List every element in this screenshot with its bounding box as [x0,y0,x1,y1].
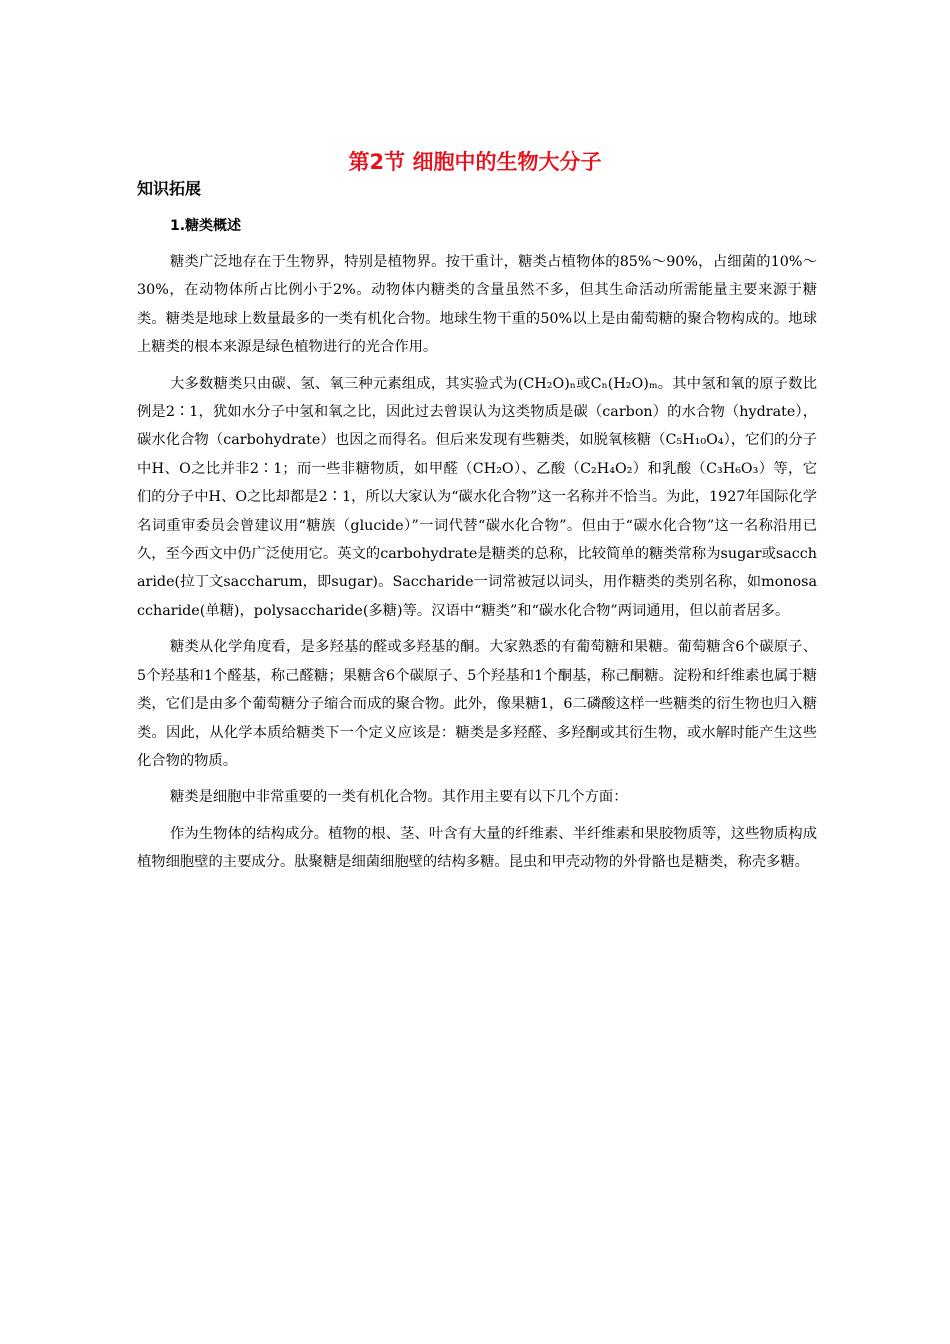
paragraph: 糖类是细胞中非常重要的一类有机化合物。其作用主要有以下几个方面： [170,789,628,806]
body-text [137,248,817,877]
sub-heading: 1.糖类概述 [170,218,242,234]
paragraph: 大多数糖类只由碳、氢、氧三种元素组成，其实验式为(CH₂O)ₙ或Cₙ(H₂O)ₘ。其中氢和氧的原子数比例是2∶1，犹如水分子中氢和氧之比，因此过去曾误认为这类物质是碳（carbon）的水合物（hydrate），碳水化合物（carbohydrate）也因之而得名。但后来发现有些糖类，如脱氧核糖（C₅H₁₀O₄），它们的分子中H、O之比并非2∶1；而一些非糖物质，如甲醛（CH₂O）、乙酸（C₂H₄O₂）和乳酸（C₃H₆O₃）等，它们的分子中H、O之比却都是2∶1，所以大家认为“碳水化合物”这一名称并不恰当。为此，1927年国际化学名词重审委员会曾建议用“糖族（glucide）”一词代替“碳水化合物”。但由于“碳水化合物”这一名称沿用已久，至今西文中仍广泛使用它。英文的carbohydrate是糖类的总称，比较简单的糖类常称为sugar或saccharide(拉丁文saccharum，即sugar)。Saccharide一词常被冠以词头，用作糖类的类别名称，如monosaccharide(单糖)，polysaccharide(多糖)等。汉语中“糖类”和“碳水化合物”两词通用，但以前者居多。 [137,375,817,619]
section-heading: 知识拓展 [137,179,202,198]
page-title: 第2节 细胞中的生物大分子 [348,150,602,174]
paragraph: 作为生物体的结构成分。植物的根、茎、叶含有大量的纤维素、半纤维素和果胶物质等，这些物质构成植物细胞壁的主要成分。肽聚糖是细菌细胞壁的结构多糖。昆虫和甲壳动物的外骨骼也是糖类，称壳多糖。 [137,825,817,871]
paragraph: 糖类从化学角度看，是多羟基的醛或多羟基的酮。大家熟悉的有葡萄糖和果糖。葡萄糖含6个碳原子、5个羟基和1个醛基，称己醛糖；果糖含6个碳原子、5个羟基和1个酮基，称己酮糖。淀粉和纤维素也属于糖类，它们是由多个葡萄糖分子缩合而成的聚合物。此外，像果糖1，6二磷酸这样一些糖类的衍生物也归入糖类。因此，从化学本质给糖类下一个定义应该是：糖类是多羟醛、多羟酮或其衍生物，或水解时能产生这些化合物的物质。 [137,639,817,769]
paragraph: 糖类广泛地存在于生物界，特别是植物界。按干重计，糖类占植物体的85%～90%，占细菌的10%～30%，在动物体所占比例小于2%。动物体内糖类的含量虽然不多，但其生命活动所需能量主要来源于糖类。糖类是地球上数量最多的一类有机化合物。地球生物干重的50%以上是由葡萄糖的聚合物构成的。地球上糖类的根本来源是绿色植物进行的光合作用。 [137,254,817,356]
